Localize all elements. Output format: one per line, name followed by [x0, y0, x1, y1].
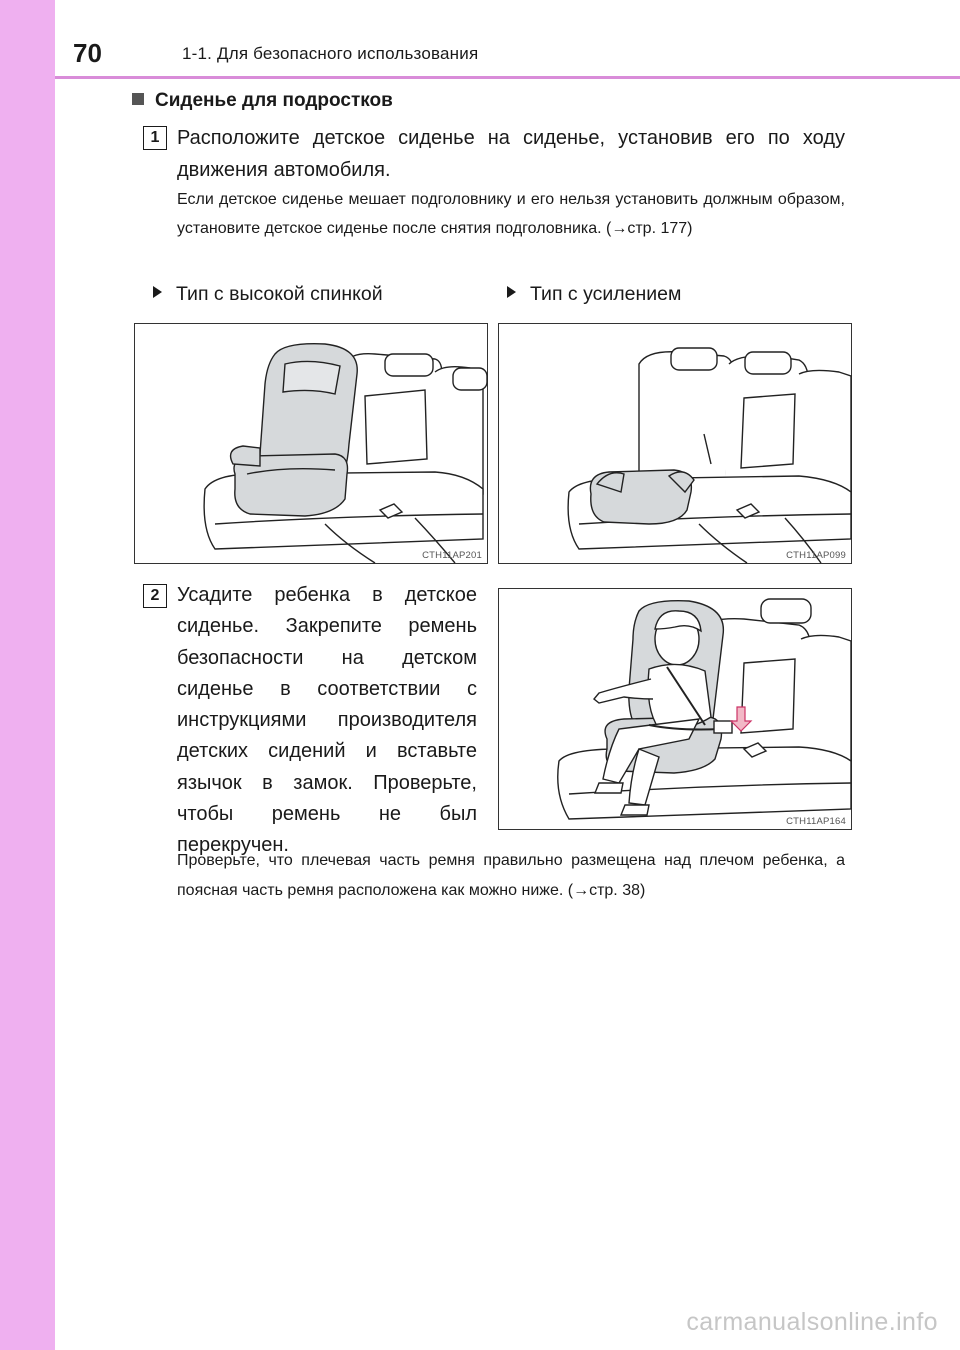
figure-2-label-text: Тип с усилением — [530, 283, 682, 305]
triangle-bullet-icon — [153, 286, 162, 298]
booster-cushion-illustration — [499, 324, 851, 563]
figure-booster-cushion — [498, 323, 852, 564]
step-1-badge: 1 — [143, 126, 167, 150]
square-bullet-icon — [132, 93, 144, 105]
step-1-note: Если детское сиденье мешает подголовнику и его нельзя установить должным образом, установите детское сиденье после снятия подголовника. (→стр. 177) — [177, 191, 845, 237]
svg-text:.: . — [135, 311, 140, 328]
high-back-booster-illustration — [135, 311, 487, 563]
chapter-color-tab — [0, 0, 55, 1350]
figure-child-seated — [498, 588, 852, 830]
figure-2-code: CTH11AP099 — [786, 550, 846, 561]
figure-high-back-booster — [134, 311, 488, 564]
figure-1-label-text: Тип с высокой спинкой — [176, 283, 383, 305]
header-divider — [55, 76, 960, 79]
figure-1-code: CTH11AP201 — [422, 550, 482, 561]
page-number: 70 — [73, 38, 102, 68]
step-1-text: Расположите детское сиденье на сиденье, установив его по ходу движения автомобиля. — [177, 127, 845, 181]
figure-1-label — [153, 283, 383, 306]
section-heading-text: Сиденье для подростков — [155, 90, 393, 111]
chapter-title: 1-1. Для безопасного использования — [182, 44, 479, 63]
step-2-text — [177, 580, 477, 862]
step-2-badge: 2 — [143, 584, 167, 608]
step-2-text-content: Усадите ребенка в детское сиденье. Закрепите ремень безопасности на детском сиденье в соответствии с инструкциями производителя детских сидений и вставьте язычок в замок. Проверьте, чтобы ремень не был перекручен. — [177, 584, 477, 857]
step-2-note: Проверьте, что плечевая часть ремня правильно размещена над плечом ребенка, а поясная часть ремня расположена как можно ниже. (→стр. 38) — [177, 852, 845, 899]
figure-3-code: CTH11AP164 — [786, 816, 846, 827]
section-heading — [132, 90, 393, 112]
child-seated-illustration — [499, 589, 851, 829]
watermark-text: carmanualsonline.info — [686, 1308, 938, 1336]
triangle-bullet-icon — [507, 286, 516, 298]
figure-2-label — [507, 283, 681, 306]
